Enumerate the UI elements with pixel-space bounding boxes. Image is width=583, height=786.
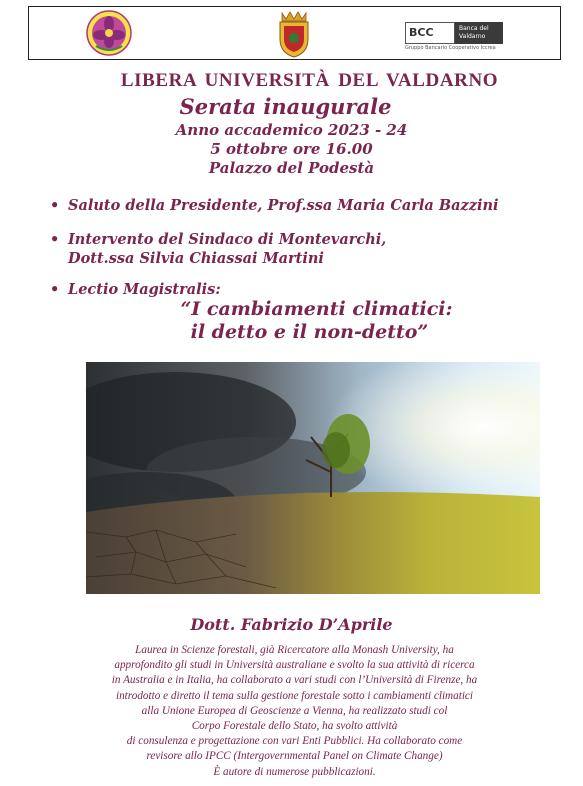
bio-line: di consulenza e progettazione con vari Enti Pubblici. Ha collaborato come bbox=[126, 735, 463, 748]
logo-strip bbox=[28, 6, 561, 60]
bank-group: Gruppo Bancario Cooperativo Iccrea bbox=[405, 45, 496, 51]
program-item bbox=[48, 230, 386, 268]
bio-line: revisore allo IPCC (Intergovernmental Panel on Climate Change) bbox=[146, 750, 443, 763]
event-date: 5 ottobre ore 16.00 bbox=[210, 140, 373, 158]
bio-line: introdotto e diretto il tema sulla gestione forestale sotto i cambiamenti climatici bbox=[115, 689, 474, 702]
program-item bbox=[48, 196, 499, 215]
program-item-line: Intervento del Sindaco di Montevarchi, bbox=[68, 231, 387, 248]
bcc-mark: BCC bbox=[405, 22, 455, 44]
speaker-name: Dott. Fabrizio D’Aprile bbox=[190, 615, 393, 634]
program-item-line: Lectio Magistralis: bbox=[68, 281, 221, 298]
event-venue: Palazzo del Podestà bbox=[208, 159, 375, 177]
event-subtitle: Serata inaugurale bbox=[179, 94, 392, 119]
program-item-line: Saluto della Presidente, Prof.ssa Maria Carla Bazzini bbox=[68, 197, 499, 214]
flower-emblem-logo bbox=[86, 10, 132, 56]
lecture-title-line: “I cambiamenti climatici: bbox=[180, 298, 453, 320]
coat-of-arms-logo bbox=[274, 9, 314, 59]
lecture-title-line: il detto e il non-detto” bbox=[190, 321, 429, 343]
bcc-logo bbox=[405, 22, 505, 50]
bio-line: Corpo Forestale dello Stato, ha svolto attività bbox=[191, 720, 398, 733]
program-item-line: Dott.ssa Silvia Chiassai Martini bbox=[68, 250, 324, 267]
bank-name: Banca del Valdarno bbox=[455, 22, 503, 44]
academic-year: Anno accademico 2023 - 24 bbox=[175, 121, 408, 139]
bullet-icon: • bbox=[50, 231, 60, 248]
bio-line: È autore di numerose pubblicazioni. bbox=[213, 765, 376, 778]
speaker-bio bbox=[22, 643, 567, 780]
university-title: LIBERA UNIVERSITÀ DEL VALDARNO bbox=[120, 70, 499, 91]
bio-line: Laurea in Scienze forestali, già Ricercatore alla Monash University, ha bbox=[135, 644, 454, 656]
climate-change-photo bbox=[86, 362, 540, 594]
bio-line: alla Unione Europea di Geoscienze a Vienna, ha realizzato studi col bbox=[141, 704, 448, 717]
bio-line: approfondito gli studi in Università australiane e svolto la sua attività di ricerca bbox=[114, 659, 475, 672]
program-item bbox=[48, 280, 221, 299]
bullet-icon: • bbox=[50, 197, 60, 214]
bio-line: in Australia e in Italia, ha collaborato a vari studi con l’Università di Firenze, ha bbox=[111, 674, 478, 687]
bullet-icon: • bbox=[50, 281, 60, 298]
